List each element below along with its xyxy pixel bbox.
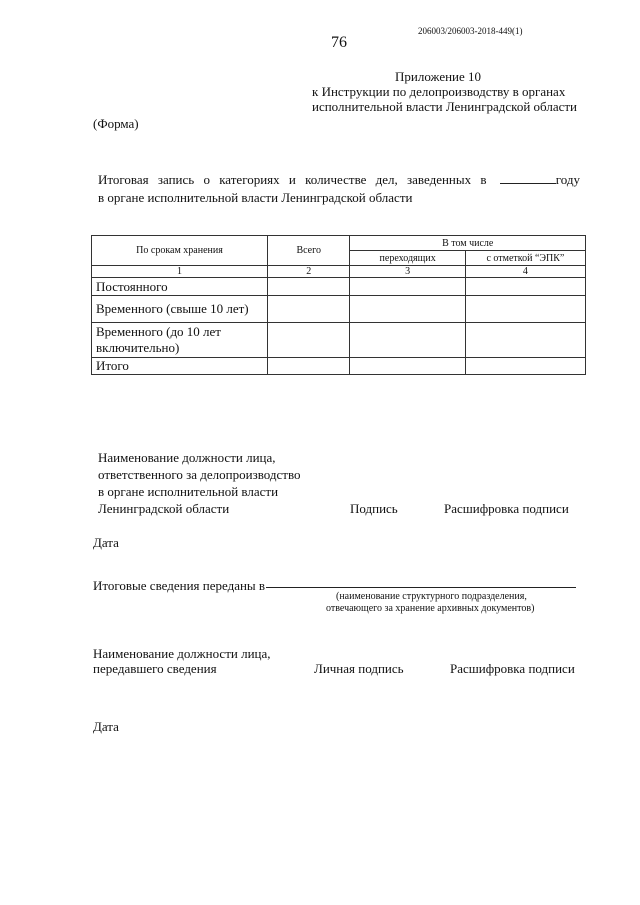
annex-title: Приложение 10 <box>395 69 482 84</box>
table-row <box>92 296 586 323</box>
intro-line2: в органе исполнительной власти Ленинградской области <box>98 190 413 205</box>
responsible-position-line2: ответственного за делопроизводство <box>98 467 301 482</box>
cell-epk[interactable] <box>465 323 585 358</box>
intro-word: и <box>288 172 296 187</box>
page-number: 76 <box>331 34 347 51</box>
column-number: 4 <box>465 266 585 278</box>
column-number: 2 <box>268 266 350 278</box>
table-row <box>92 358 586 375</box>
cell-epk[interactable] <box>465 278 585 296</box>
header-epk-mark: с отметкой “ЭПК” <box>465 251 585 266</box>
table-row <box>92 323 586 358</box>
cell-transitional[interactable] <box>350 278 465 296</box>
passer-decoding-label: Расшифровка подписи <box>450 661 575 676</box>
header-including: В том числе <box>350 236 586 251</box>
instruction-reference-line1: к Инструкции по делопроизводству в органах <box>312 84 566 99</box>
column-number: 3 <box>350 266 465 278</box>
cell-total[interactable] <box>268 296 350 323</box>
cell-transitional[interactable] <box>350 358 465 375</box>
year-blank-line <box>500 173 556 184</box>
signature-decoding-label: Расшифровка подписи <box>444 501 569 516</box>
year-word: году <box>555 172 580 187</box>
cell-total[interactable] <box>268 323 350 358</box>
intro-word: запись <box>157 172 195 187</box>
row-label: Временного (до 10 лет включительно) <box>92 323 268 358</box>
cell-transitional[interactable] <box>350 323 465 358</box>
column-number: 1 <box>92 266 268 278</box>
date-label: Дата <box>93 535 119 550</box>
passer-position-line2: передавшего сведения <box>93 661 217 676</box>
passer-date-label: Дата <box>93 719 119 734</box>
header-transitional: переходящих <box>350 251 465 266</box>
form-label: (Форма) <box>93 116 139 131</box>
row-label: Постоянного <box>92 278 268 296</box>
passer-position-line1: Наименование должности лица, <box>93 646 271 661</box>
intro-word: количестве <box>305 172 367 187</box>
year-field[interactable] <box>496 172 580 188</box>
responsible-position-line3: в органе исполнительной власти <box>98 484 279 499</box>
cell-epk[interactable] <box>465 296 585 323</box>
cell-total[interactable] <box>268 278 350 296</box>
intro-word: в <box>480 172 487 187</box>
intro-word: дел, <box>375 172 398 187</box>
instruction-reference-line2: исполнительной власти Ленинградской области <box>312 99 578 114</box>
intro-line1 <box>98 172 580 188</box>
cases-register-table <box>91 235 586 375</box>
cell-total[interactable] <box>268 358 350 375</box>
row-label: Итого <box>92 358 268 375</box>
transfer-hint-line1: (наименование структурного подразделения, <box>336 591 527 602</box>
document-code: 206003/206003-2018-449(1) <box>418 26 523 36</box>
row-label: Временного (свыше 10 лет) <box>92 296 268 323</box>
intro-word: Итоговая <box>98 172 149 187</box>
header-by-terms: По срокам хранения <box>92 236 268 266</box>
responsible-position-line1: Наименование должности лица, <box>98 450 276 465</box>
cell-transitional[interactable] <box>350 296 465 323</box>
responsible-position-line4: Ленинградской области <box>98 501 230 516</box>
intro-word: о <box>203 172 210 187</box>
signature-label: Подпись <box>350 501 398 516</box>
header-total: Всего <box>268 236 350 266</box>
table-row <box>92 278 586 296</box>
intro-word: заведенных <box>407 172 472 187</box>
transfer-label: Итоговые сведения переданы в <box>93 578 266 593</box>
cell-epk[interactable] <box>465 358 585 375</box>
personal-signature-label: Личная подпись <box>314 661 404 676</box>
transfer-hint-line2: отвечающего за хранение архивных документов) <box>326 603 535 614</box>
transfer-recipient-field[interactable] <box>266 587 576 588</box>
intro-word: категориях <box>219 172 280 187</box>
